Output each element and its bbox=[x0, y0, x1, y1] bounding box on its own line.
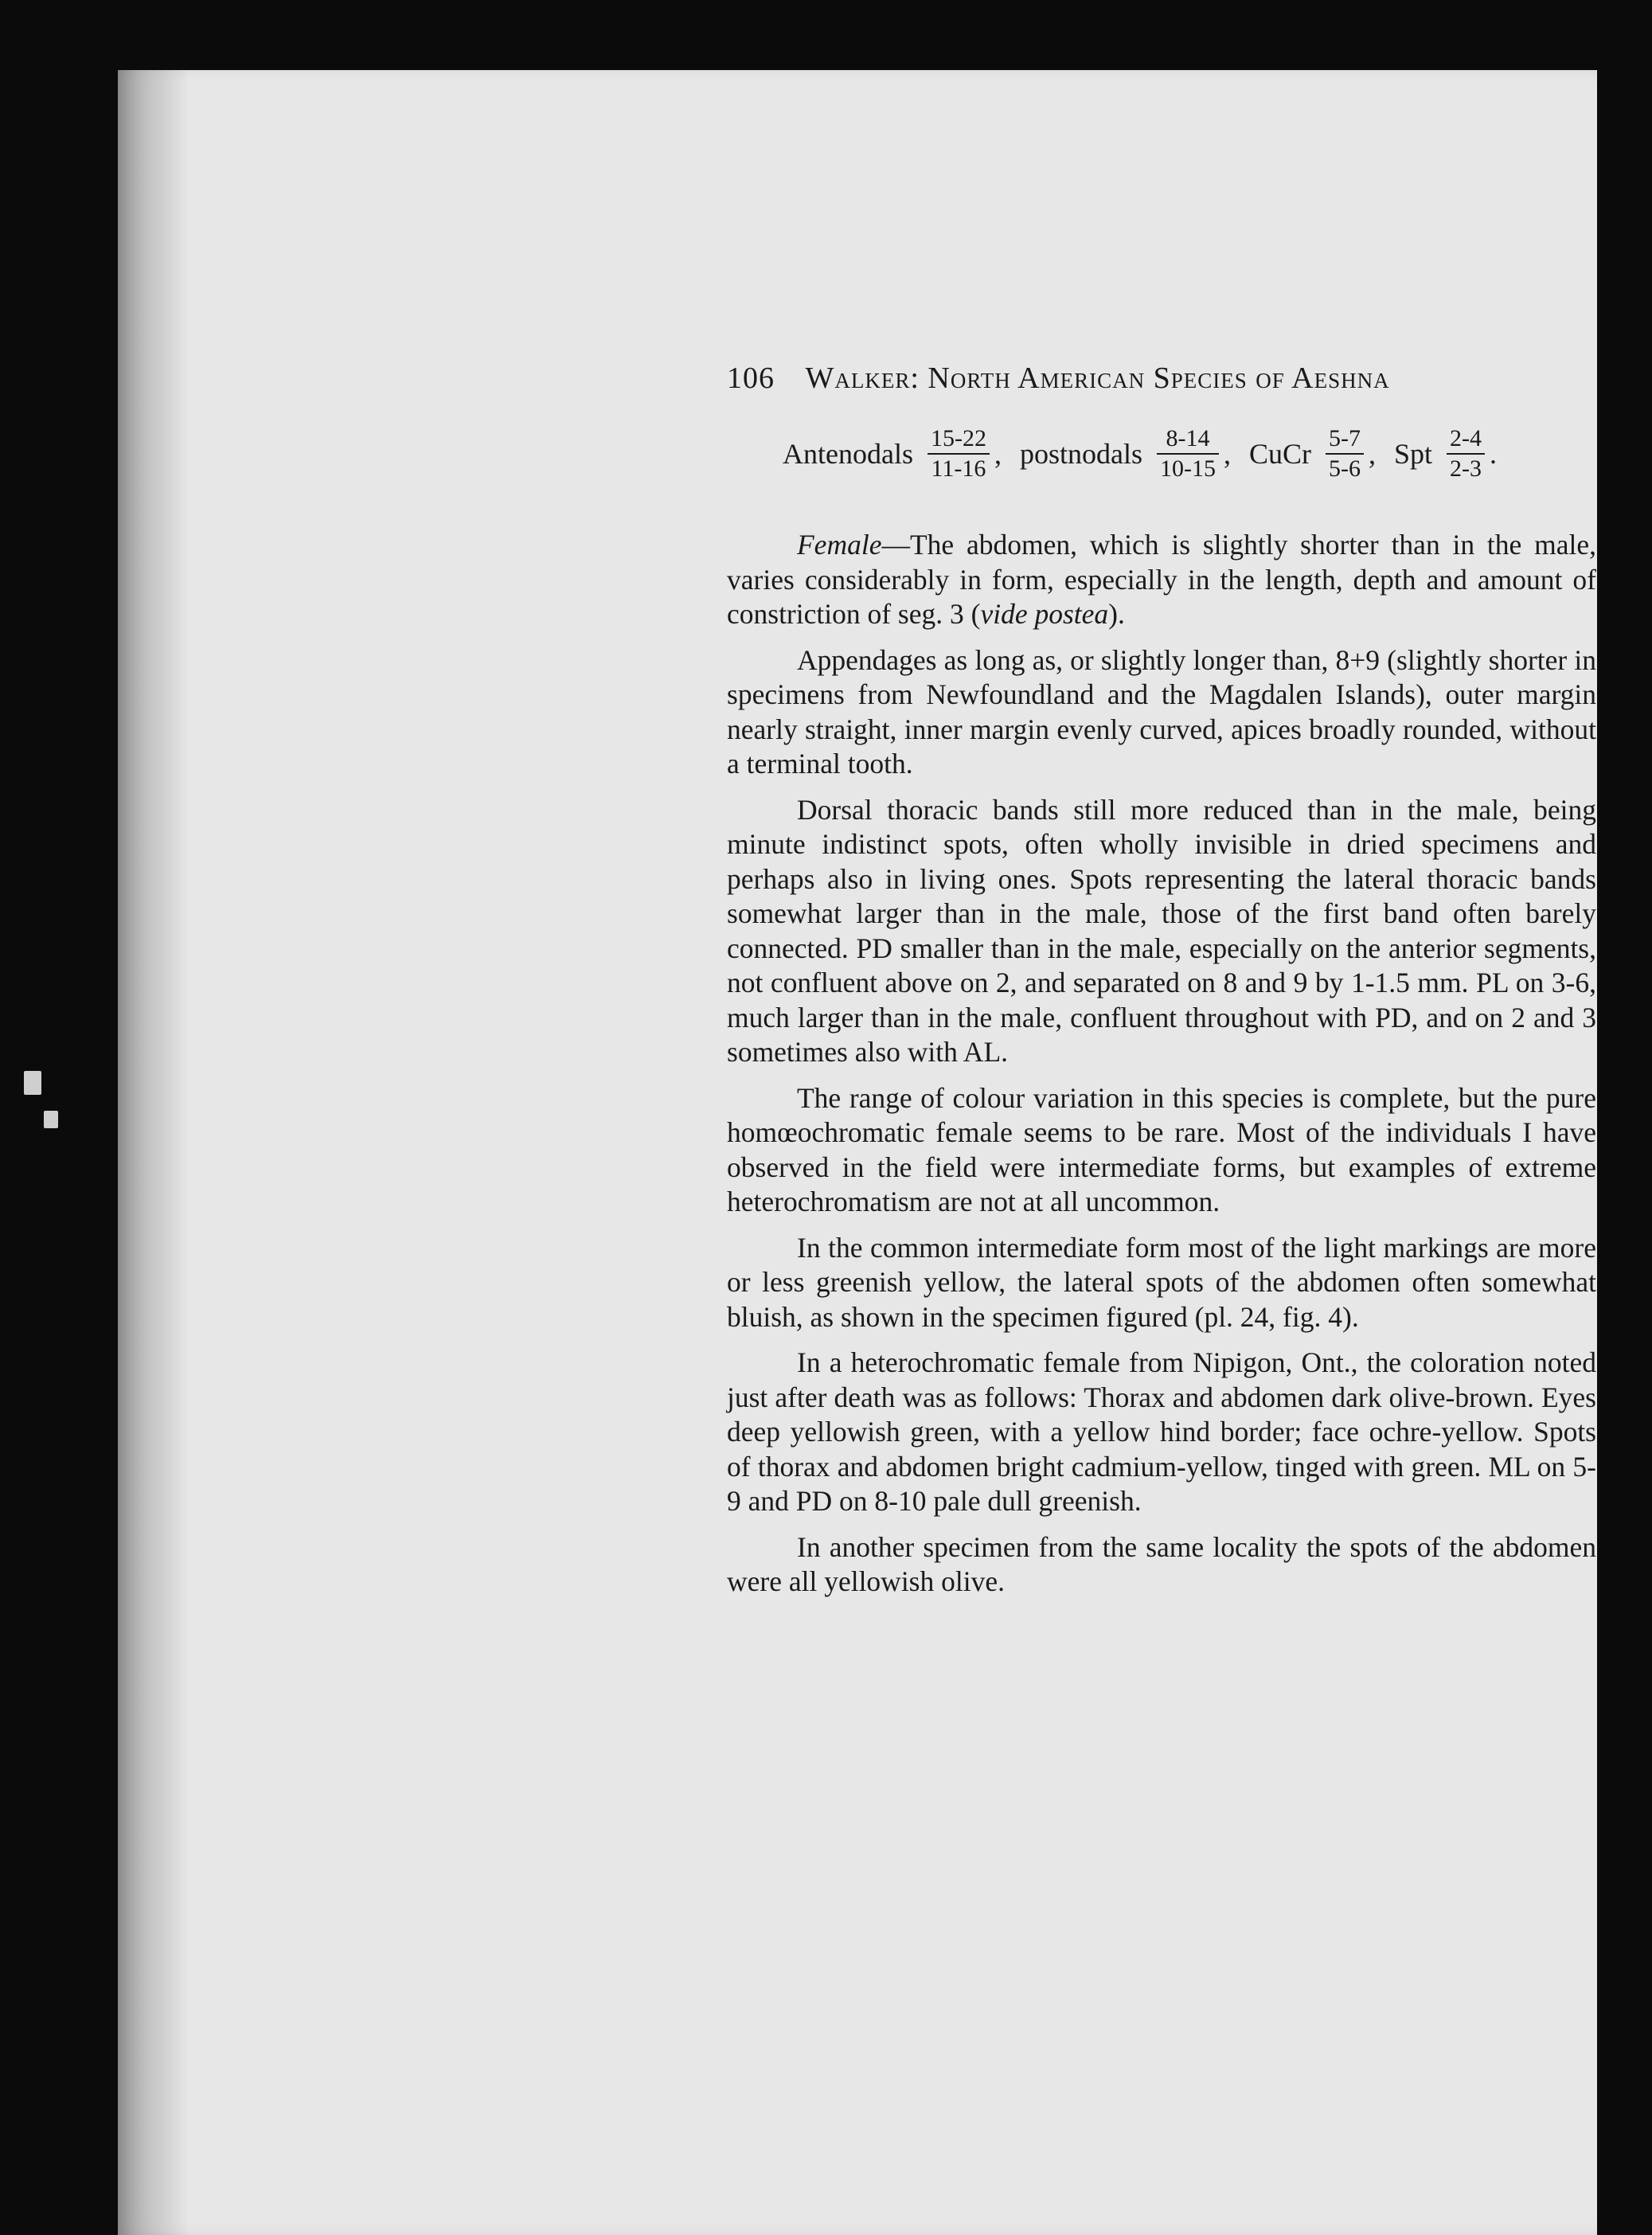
paragraph-heterochromatic: In a heterochromatic female from Nipigon, Ont., the coloration noted just after death was as follows: Thorax and abdomen dark olive-brown. Eyes deep yellowish green, with a yellow hind border; face ochre-yellow. Spots of thorax and abdomen bright cadmium-yellow, tinged with green. ML on 5-9 and PD on 8-10 pale dull greenish. bbox=[727, 1346, 1596, 1517]
running-header bbox=[727, 361, 1596, 396]
paragraph-female-end: ). bbox=[1108, 598, 1125, 630]
antenodals-label: Antenodals bbox=[783, 438, 913, 470]
spt-denominator: 2-3 bbox=[1450, 455, 1482, 482]
cucr-denominator: 5-6 bbox=[1329, 455, 1361, 482]
spt-fraction bbox=[1447, 424, 1485, 483]
spt-numerator: 2-4 bbox=[1447, 424, 1485, 455]
scan-speck bbox=[44, 1111, 58, 1128]
paragraph-female bbox=[727, 528, 1596, 632]
postnodals-label: postnodals bbox=[1019, 438, 1142, 470]
scan-speck bbox=[24, 1071, 41, 1095]
antenodals-fraction bbox=[928, 424, 990, 483]
page-number: 106 bbox=[727, 361, 775, 395]
cucr-fraction bbox=[1326, 424, 1364, 483]
postnodals-denominator: 10-15 bbox=[1159, 455, 1216, 482]
book-page bbox=[118, 70, 1597, 2235]
antenodals-numerator: 15-22 bbox=[928, 424, 990, 455]
venation-formula: Antenodals $\frac{15-22}{11-16}$ , postnodals $\frac{8-14}{10-15}$ , CuCr $\frac{5-7}{5-6}$ , Spt $\frac{2-4}{2-3}$ . bbox=[783, 425, 1498, 482]
paragraph-appendages: Appendages as long as, or slightly longer than, 8+9 (slightly shorter in specimens from Newfoundland and the Magdalen Islands), outer margin nearly straight, inner margin evenly curved, apices broadly rounded, without a terminal tooth. bbox=[727, 643, 1596, 780]
page-right-edge bbox=[1597, 80, 1621, 2235]
female-lead: Female bbox=[797, 529, 882, 561]
postnodals-numerator: 8-14 bbox=[1157, 424, 1219, 455]
gutter-shadow bbox=[118, 70, 189, 2235]
body-text bbox=[727, 528, 1596, 1611]
postnodals-fraction bbox=[1157, 424, 1219, 483]
paragraph-female-text: —The abdomen, which is slightly shorter than in the male, varies considerably in form, especially in the length, depth and amount of constriction of seg. 3 ( bbox=[727, 529, 1596, 630]
vide-postea: vide postea bbox=[980, 598, 1109, 630]
cucr-numerator: 5-7 bbox=[1326, 424, 1364, 455]
paragraph-colour-variation: The range of colour variation in this species is complete, but the pure homœochromatic female seems to be rare. Most of the individuals I have observed in the field were intermediate forms, but examples of extreme heterochromatism are not at all uncommon. bbox=[727, 1081, 1596, 1217]
paragraph-thoracic-bands: Dorsal thoracic bands still more reduced than in the male, being minute indistinct spots, often wholly invisible in dried specimens and perhaps also in living ones. Spots representing the lateral thoracic bands somewhat larger than in the male, those of the first band often barely connected. PD smaller than in the male, especially on the anterior segments, not confluent above on 2, and separated on 8 and 9 by 1-1.5 mm. PL on 3-6, much larger than in the male, confluent throughout with PD, and on 2 and 3 sometimes also with AL. bbox=[727, 793, 1596, 1068]
paragraph-another-specimen: In another specimen from the same locality the spots of the abdomen were all yellowish olive. bbox=[727, 1530, 1596, 1597]
paragraph-intermediate-form: In the common intermediate form most of the light markings are more or less greenish yellow, the lateral spots of the abdomen often somewhat bluish, as shown in the specimen figured (pl. 24, fig. 4). bbox=[727, 1231, 1596, 1333]
antenodals-denominator: 11-16 bbox=[931, 455, 986, 482]
cucr-label: CuCr bbox=[1248, 438, 1311, 470]
spt-label: Spt bbox=[1394, 438, 1433, 470]
running-title: Walker: North American Species of Aeshna bbox=[805, 361, 1390, 395]
